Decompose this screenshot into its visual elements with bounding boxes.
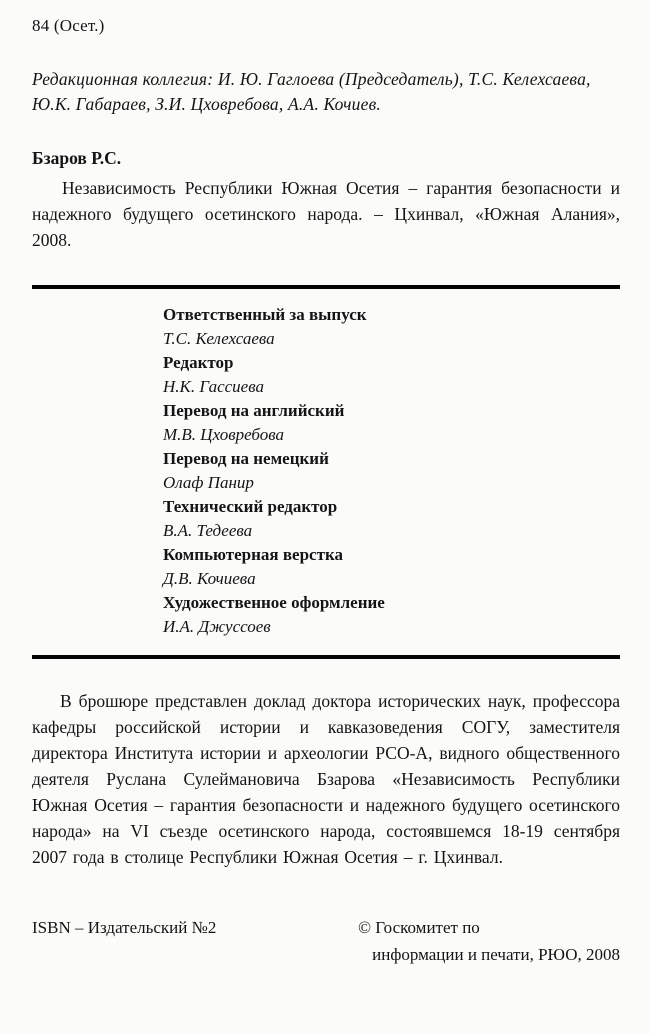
credit-role: Перевод на английский: [163, 401, 345, 420]
divider-top: [32, 285, 620, 289]
copyright-notice: [358, 914, 620, 968]
divider-bottom: [32, 655, 620, 659]
credit-name: Олаф Панир: [163, 473, 254, 492]
credit-role: Технический редактор: [163, 497, 338, 516]
credit-name: Н.К. Гассиева: [163, 377, 264, 396]
credit-role: Художественное оформление: [163, 593, 385, 612]
credit-name: Т.С. Келехсаева: [163, 329, 275, 348]
annotation-paragraph: В брошюре представлен доклад доктора исторических наук, профессора кафедры российской истории и кавказоведения СОГУ, заместителя директора Института истории и археологии РСО-А, видного общественного деятеля Руслана Сулеймановича Бзарова «Независимость Республики Южная Осетия – гарантия безопасности и надежного будущего осетинского народа» на VI съезде осетинского народа, состоявшемся 18-19 сентября 2007 года в столице Республики Южная Осетия – г. Цхинвал.: [32, 691, 620, 867]
bibliographic-description: Независимость Республики Южная Осетия – гарантия безопасности и надежного будущего осетинского народа. – Цхинвал, «Южная Алания», 2008.: [32, 178, 620, 250]
credit-name: В.А. Тедеева: [163, 521, 253, 540]
credit-role: Компьютерная верстка: [163, 545, 343, 564]
author-name: Бзаров Р.С.: [32, 148, 122, 168]
credit-name: М.В. Цховребова: [163, 425, 284, 444]
copyright-line-1: © Госкомитет по: [358, 918, 480, 937]
credit-role: Перевод на немецкий: [163, 449, 329, 468]
credit-name: И.А. Джуссоев: [163, 617, 271, 636]
copyright-line-2: информации и печати, РЮО, 2008: [372, 945, 620, 964]
credits-block: [163, 303, 620, 639]
isbn-line: ISBN – Издательский №2: [32, 918, 217, 937]
credit-role: Редактор: [163, 353, 234, 372]
editorial-board: Редакционная коллегия: И. Ю. Гаглоева (Председатель), Т.С. Келехсаева, Ю.К. Габараев, З.И. Цховребова, А.А. Кочиев.: [32, 69, 591, 114]
bbk-classification-code: 84 (Осет.): [32, 16, 105, 35]
credit-role: Ответственный за выпуск: [163, 305, 367, 324]
imprint-footer: [32, 914, 620, 968]
credit-name: Д.В. Кочиева: [163, 569, 256, 588]
